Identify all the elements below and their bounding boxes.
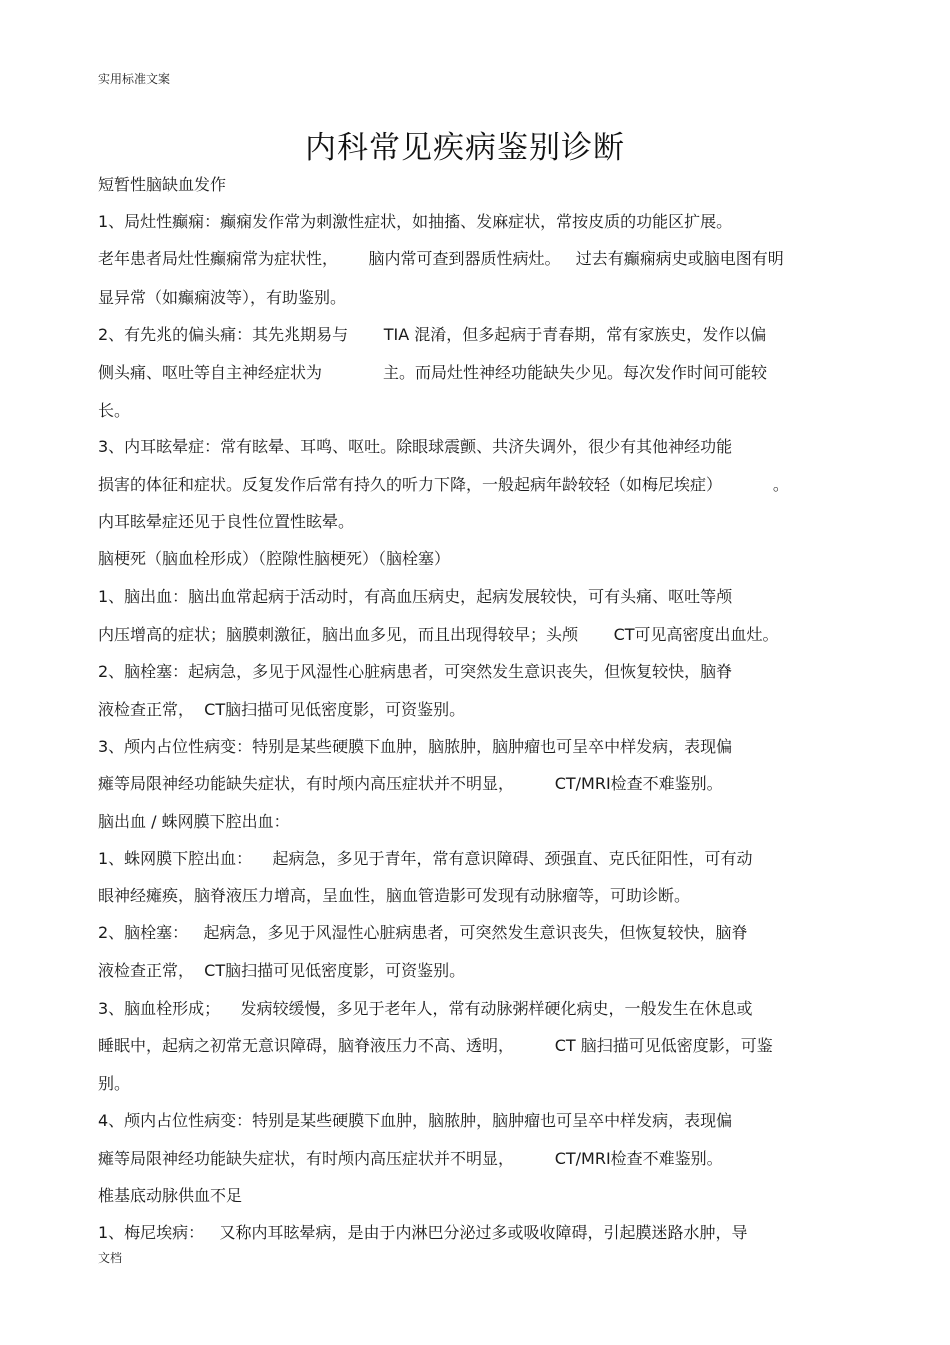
text-line: 2、有先兆的偏头痛：其先兆期易与 TIA 混淆，但多起病于青春期，常有家族史，发作以偏 xyxy=(98,325,767,344)
text-line: 2、脑栓塞：起病急，多见于风湿性心脏病患者，可突然发生意识丧失，但恢复较快，脑脊 xyxy=(98,662,733,681)
text-line: 1、蛛网膜下腔出血： 起病急，多见于青年，常有意识障碍、颈强直、克氏征阳性，可有动 xyxy=(98,849,753,868)
text-line: 3、脑血栓形成； 发病较缓慢，多见于老年人，常有动脉粥样硬化病史，一般发生在休息或 xyxy=(98,999,753,1018)
text-line: 3、颅内占位性病变：特别是某些硬膜下血肿，脑脓肿，脑肿瘤也可呈卒中样发病，表现偏 xyxy=(98,737,733,756)
section-heading-vertebrobasilar: 椎基底动脉供血不足 xyxy=(98,1186,243,1205)
text-line: 1、局灶性癫痫：癫痫发作常为刺激性症状，如抽搐、发麻症状，常按皮质的功能区扩展。 xyxy=(98,212,733,231)
text-line: 损害的体征和症状。反复发作后常有持久的听力下降，一般起病年龄较轻（如梅尼埃症） 。 xyxy=(98,475,789,494)
text-line: 1、脑出血：脑出血常起病于活动时，有高血压病史，起病发展较快，可有头痛、呕吐等颅 xyxy=(98,587,733,606)
text-line: 2、脑栓塞： 起病急，多见于风湿性心脏病患者，可突然发生意识丧失，但恢复较快，脑脊 xyxy=(98,923,748,942)
text-line: 别。 xyxy=(98,1074,131,1093)
section-heading-infarction: 脑梗死（脑血栓形成）（腔隙性脑梗死）（脑栓塞） xyxy=(98,549,451,568)
section-heading-hemorrhage: 脑出血 / 蛛网膜下腔出血： xyxy=(98,812,290,831)
text-line: 眼神经瘫痪，脑脊液压力增高，呈血性，脑血管造影可发现有动脉瘤等，可助诊断。 xyxy=(98,886,691,905)
text-line: 内压增高的症状；脑膜刺激征，脑出血多见，而且出现得较早；头颅 CT可见高密度出血灶。 xyxy=(98,625,779,644)
text-line: 长。 xyxy=(98,401,131,420)
text-line: 4、颅内占位性病变：特别是某些硬膜下血肿，脑脓肿，脑肿瘤也可呈卒中样发病，表现偏 xyxy=(98,1111,733,1130)
header-note: 实用标准文案 xyxy=(98,72,171,86)
text-line: 1、梅尼埃病： 又称内耳眩晕病，是由于内淋巴分泌过多或吸收障碍，引起膜迷路水肿，导 xyxy=(98,1223,748,1242)
text-line: 瘫等局限神经功能缺失症状，有时颅内高压症状并不明显， CT/MRI检查不难鉴别。 xyxy=(98,1149,723,1168)
text-line: 睡眠中，起病之初常无意识障碍，脑脊液压力不高、透明， CT 脑扫描可见低密度影，可鉴 xyxy=(98,1036,773,1055)
text-line: 瘫等局限神经功能缺失症状，有时颅内高压症状并不明显， CT/MRI检查不难鉴别。 xyxy=(98,774,723,793)
text-line: 显异常（如癫痫波等），有助鉴别。 xyxy=(98,288,347,307)
footer-note: 文档 xyxy=(98,1251,123,1265)
text-line: 3、内耳眩晕症：常有眩晕、耳鸣、呕吐。除眼球震颤、共济失调外，很少有其他神经功能 xyxy=(98,437,733,456)
text-line: 液检查正常， CT脑扫描可见低密度影，可资鉴别。 xyxy=(98,961,466,980)
page-title: 内科常见疾病鉴别诊断 xyxy=(305,130,625,166)
section-heading-tia: 短暂性脑缺血发作 xyxy=(98,175,227,194)
text-line: 内耳眩晕症还见于良性位置性眩晕。 xyxy=(98,512,355,531)
text-line: 老年患者局灶性癫痫常为症状性， 脑内常可查到器质性病灶。 过去有癫痫病史或脑电图有明 xyxy=(98,249,784,268)
text-line: 液检查正常， CT脑扫描可见低密度影，可资鉴别。 xyxy=(98,700,466,719)
text-line: 侧头痛、呕吐等自主神经症状为 主。而局灶性神经功能缺失少见。每次发作时间可能较 xyxy=(98,363,768,382)
